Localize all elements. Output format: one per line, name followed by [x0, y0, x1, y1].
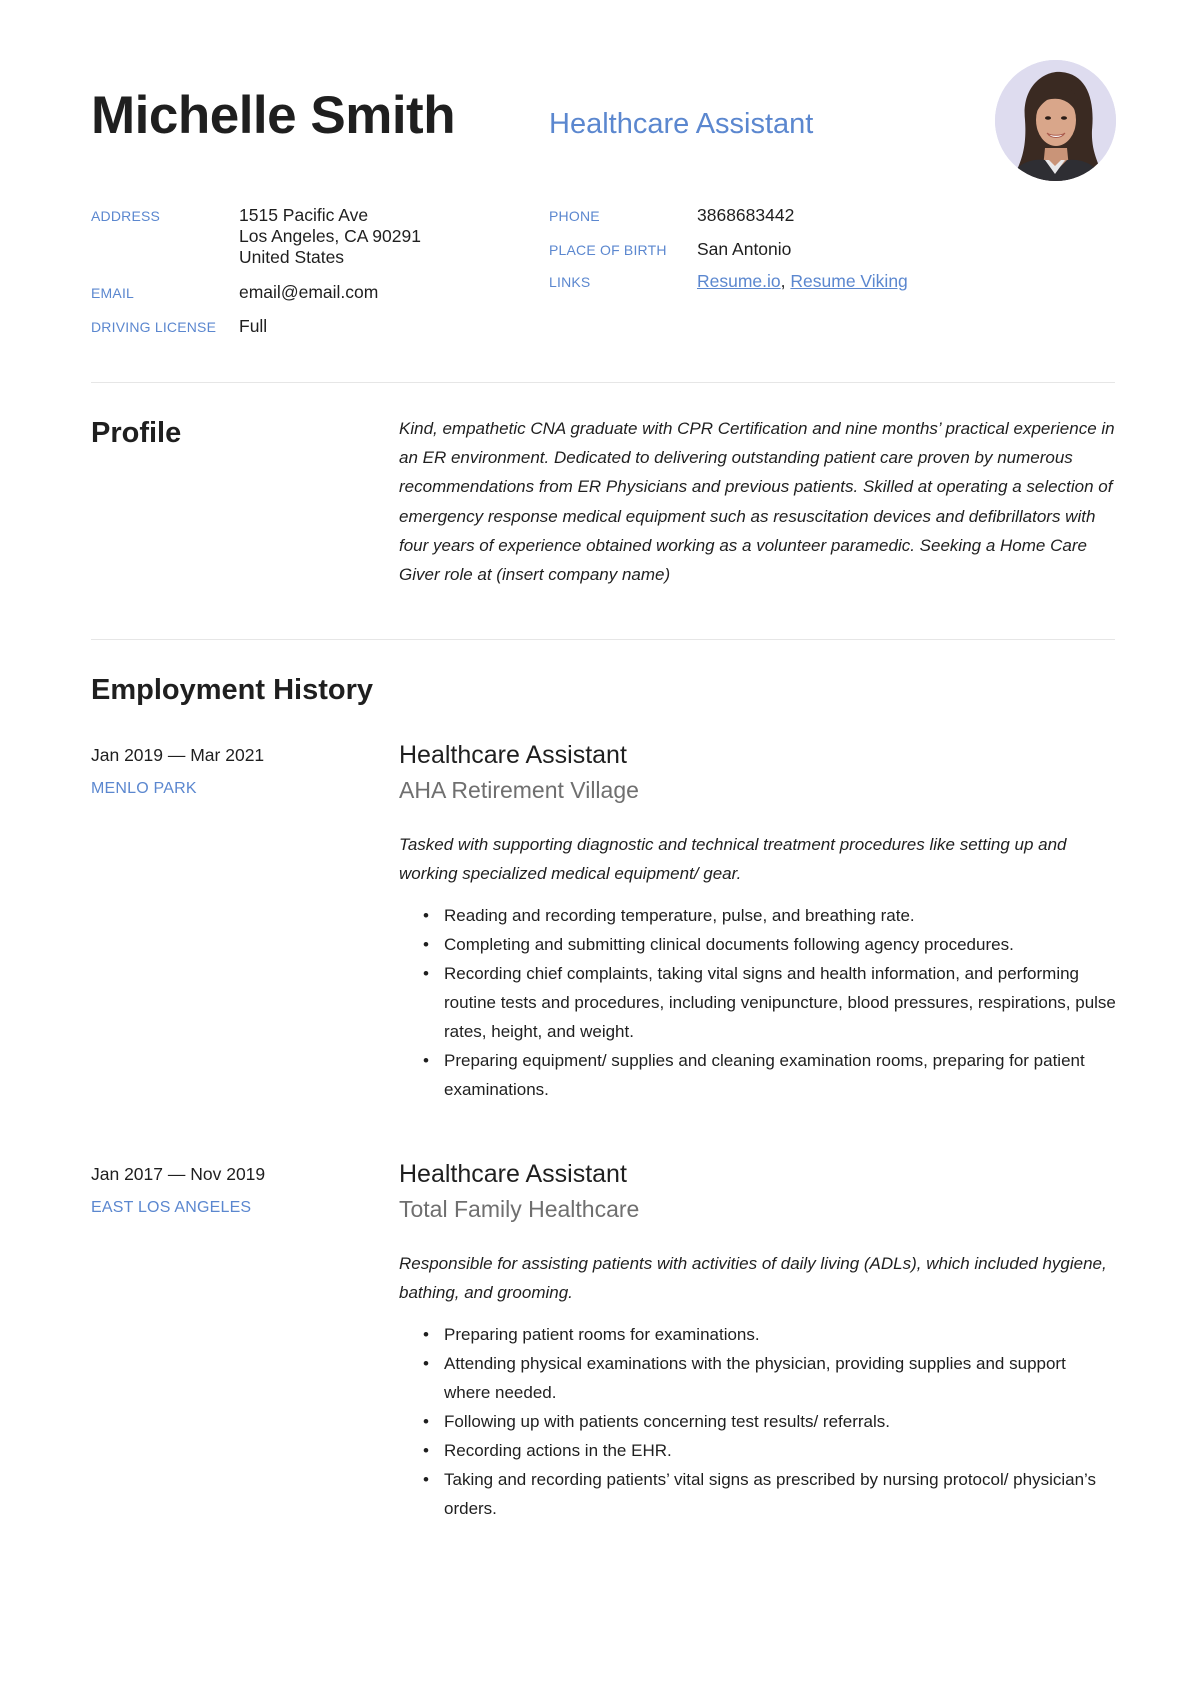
job-dates: Jan 2017 — Nov 2019	[91, 1164, 266, 1184]
address-value	[239, 205, 421, 268]
address-line: Los Angeles, CA 90291	[239, 226, 421, 246]
driving-license-value: Full	[239, 316, 268, 336]
profile-photo	[995, 60, 1116, 181]
candidate-job-title: Healthcare Assistant	[549, 108, 814, 140]
list-item: • Completing and submitting clinical documents following agency procedures.	[399, 930, 1116, 959]
job-summary: Tasked with supporting diagnostic and technical treatment procedures like setting up and working specialized medical equipment/ gear.	[399, 835, 1067, 883]
job-employer: AHA Retirement Village	[399, 777, 639, 803]
divider	[91, 639, 1115, 640]
list-item: • Taking and recording patients’ vital signs as prescribed by nursing protocol/ physician’s orders.	[399, 1465, 1116, 1523]
address-line: United States	[239, 247, 345, 267]
avatar	[995, 60, 1116, 181]
job-employer: Total Family Healthcare	[399, 1196, 640, 1222]
profile-heading: Profile	[91, 417, 182, 449]
links-label: LINKS	[549, 274, 591, 290]
links-value	[697, 271, 908, 292]
list-item: • Preparing equipment/ supplies and cleaning examination rooms, preparing for patient examinations.	[399, 1046, 1116, 1104]
address-line: 1515 Pacific Ave	[239, 205, 369, 225]
place-of-birth-value: San Antonio	[697, 239, 792, 259]
phone-label: PHONE	[549, 208, 600, 224]
candidate-name: Michelle Smith	[91, 86, 456, 145]
list-item: • Preparing patient rooms for examinations.	[399, 1320, 1116, 1349]
job-bullets	[399, 901, 1116, 1104]
email-label: EMAIL	[91, 285, 135, 301]
list-item: • Recording actions in the EHR.	[399, 1436, 1116, 1465]
list-item: • Following up with patients concerning test results/ referrals.	[399, 1407, 1116, 1436]
link-resume-viking[interactable]: Resume Viking	[790, 271, 908, 291]
list-item: • Reading and recording temperature, pulse, and breathing rate.	[399, 901, 1116, 930]
driving-license-label: DRIVING LICENSE	[91, 319, 217, 335]
job-city: EAST LOS ANGELES	[91, 1199, 252, 1216]
job-bullets	[399, 1320, 1116, 1523]
job-role: Healthcare Assistant	[399, 1160, 627, 1188]
email-value: email@email.com	[239, 282, 379, 302]
job-summary: Responsible for assisting patients with activities of daily living (ADLs), which included hygiene, bathing, and grooming.	[399, 1254, 1107, 1302]
divider	[91, 382, 1115, 383]
list-item: • Attending physical examinations with the physician, providing supplies and support where needed.	[399, 1349, 1116, 1407]
employment-heading: Employment History	[91, 674, 373, 706]
list-item: • Recording chief complaints, taking vital signs and health information, and performing routine tests and procedures, including venipuncture, blood pressures, respirations, pulse rates, height, and weight.	[399, 959, 1116, 1046]
job-dates: Jan 2019 — Mar 2021	[91, 745, 265, 765]
place-of-birth-label: PLACE OF BIRTH	[549, 242, 667, 258]
job-city: MENLO PARK	[91, 780, 197, 797]
phone-value: 3868683442	[697, 205, 795, 225]
job-role: Healthcare Assistant	[399, 741, 627, 769]
address-label: ADDRESS	[91, 208, 161, 224]
links-separator: ,	[780, 271, 786, 291]
link-resume-io[interactable]: Resume.io	[697, 271, 781, 291]
profile-text: Kind, empathetic CNA graduate with CPR Certification and nine months’ practical experience in an ER environment. Dedicated to delivering outstanding patient care proven by numerous recommendations from ER Physicians and previous patients. Skilled at operating a selection of emergency response medical equipment such as resuscitation devices and defibrillators with four years of experience obtained working as a volunteer paramedic. Seeking a Home Care Giver role at (insert company name)	[399, 419, 1115, 585]
